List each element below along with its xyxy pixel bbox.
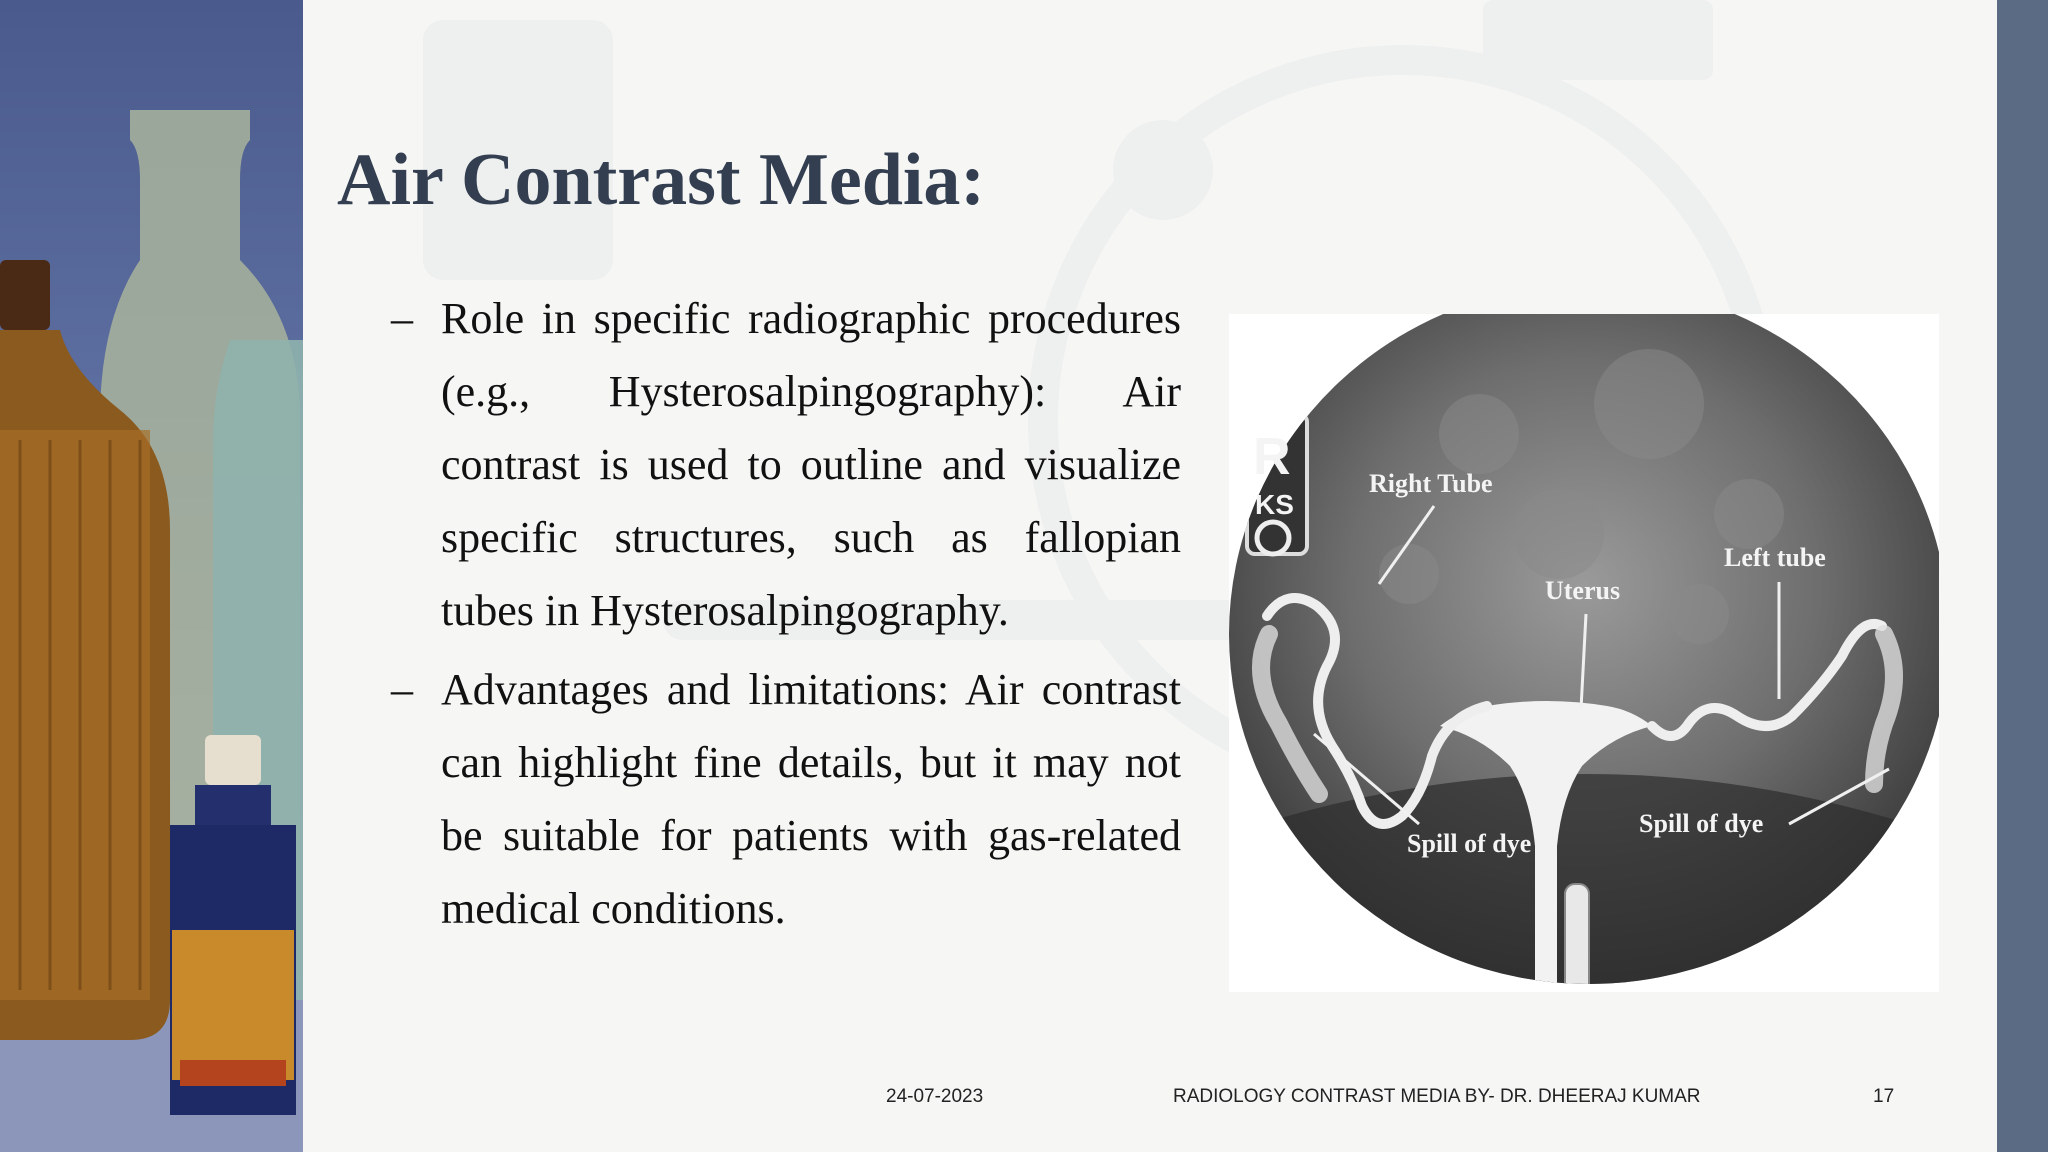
- slide-title: Air Contrast Media:: [337, 139, 986, 221]
- right-accent-bar: [1997, 0, 2048, 1152]
- xray-label-left-tube: Left tube: [1724, 543, 1826, 572]
- hysterosalpingogram-image: [1229, 314, 1939, 992]
- bullet-text: Advantages and limitations: Air contrast can highlight fine details, but it may not be suitable for patients with gas-related medical conditions.: [441, 665, 1181, 933]
- decorative-bottles-image: [0, 0, 303, 1152]
- xray-label-spill-right: Spill of dye: [1639, 809, 1764, 838]
- bullet-marker: –: [391, 665, 413, 714]
- xray-marker-initials: KS: [1255, 489, 1294, 520]
- bullet-marker: –: [391, 294, 413, 343]
- page-number: 17: [1873, 1086, 1895, 1107]
- bullet-text: Role in specific radiographic procedures (e.g., Hysterosalpingography): Air contrast is used to outline and visualize specific structures, such as fallopian tubes in Hysterosalpingography.: [441, 294, 1181, 635]
- xray-label-spill-left: Spill of dye: [1407, 829, 1532, 858]
- slide-content: [303, 0, 1997, 1152]
- footer-date: 24-07-2023: [886, 1086, 984, 1107]
- footer-title: RADIOLOGY CONTRAST MEDIA BY- DR. DHEERAJ KUMAR: [1173, 1086, 1701, 1107]
- xray-label-uterus: Uterus: [1545, 576, 1621, 605]
- xray-label-right-tube: Right Tube: [1369, 469, 1493, 498]
- xray-marker-letter: R: [1253, 428, 1291, 486]
